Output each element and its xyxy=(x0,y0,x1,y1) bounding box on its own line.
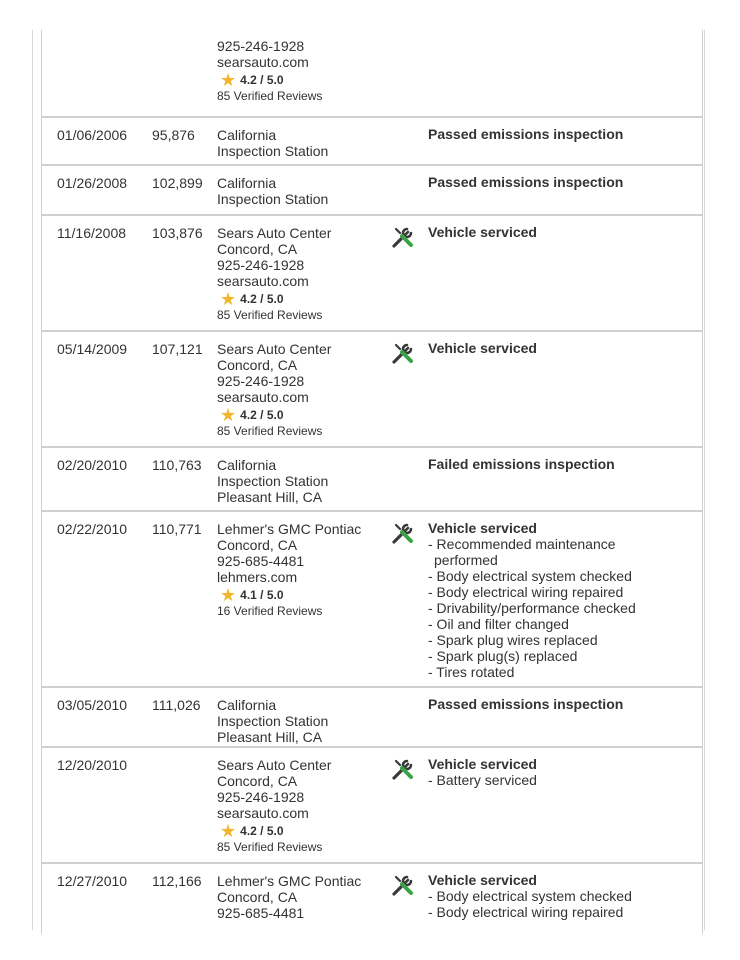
vehicle-history-table xyxy=(41,30,703,934)
source-line: 925-685-4481 xyxy=(217,905,305,921)
source-line: Concord, CA xyxy=(217,241,298,257)
wrench-screwdriver-icon xyxy=(390,340,416,366)
detail-cell xyxy=(428,696,698,712)
star-icon: ★ xyxy=(220,585,237,605)
detail-cell xyxy=(428,872,698,920)
source-cell xyxy=(217,175,392,207)
date-cell: 02/20/2010 xyxy=(57,457,128,473)
detail-cell xyxy=(428,340,698,356)
source-line: searsauto.com xyxy=(217,805,309,821)
detail-cell xyxy=(428,174,698,190)
star-icon: ★ xyxy=(220,821,237,841)
table-row xyxy=(42,864,702,934)
service-item: performed xyxy=(434,552,498,568)
source-line: Inspection Station xyxy=(217,143,329,159)
service-item: - Spark plug wires replaced xyxy=(428,632,598,648)
event-title: Vehicle serviced xyxy=(428,520,537,536)
wrench-screwdriver-icon xyxy=(390,872,416,898)
page-margin-line-left xyxy=(32,30,33,930)
source-cell xyxy=(217,873,392,921)
date-cell: 02/22/2010 xyxy=(57,521,128,537)
date-cell: 11/16/2008 xyxy=(57,225,127,241)
source-line: Inspection Station xyxy=(217,473,329,489)
date-cell: 05/14/2009 xyxy=(57,341,128,357)
rating-value: 4.2 / 5.0 xyxy=(240,292,284,306)
service-item: - Drivability/performance checked xyxy=(428,600,636,616)
event-title: Passed emissions inspection xyxy=(428,696,624,712)
table-row xyxy=(42,748,702,864)
source-cell xyxy=(217,38,392,104)
source-cell xyxy=(217,521,392,619)
source-line: Concord, CA xyxy=(217,537,298,553)
source-line: Pleasant Hill, CA xyxy=(217,729,323,745)
detail-cell xyxy=(428,756,698,788)
source-line: Lehmer's GMC Pontiac xyxy=(217,521,362,537)
date-cell: 01/26/2008 xyxy=(57,175,128,191)
source-line: 925-246-1928 xyxy=(217,373,305,389)
table-row xyxy=(42,512,702,688)
star-icon: ★ xyxy=(220,70,237,90)
table-row xyxy=(42,332,702,448)
source-line: searsauto.com xyxy=(217,273,309,289)
table-row xyxy=(42,216,702,332)
source-line: lehmers.com xyxy=(217,569,298,585)
page-margin-line-right xyxy=(704,30,705,930)
wrench-screwdriver-icon xyxy=(390,756,416,782)
event-title: Vehicle serviced xyxy=(428,756,537,772)
source-line: 925-246-1928 xyxy=(217,38,305,54)
rating-value: 4.2 / 5.0 xyxy=(240,824,284,838)
table-row xyxy=(42,688,702,748)
verified-reviews-link[interactable]: 85 Verified Reviews xyxy=(217,424,323,438)
event-title: Passed emissions inspection xyxy=(428,126,624,142)
service-item: - Body electrical system checked xyxy=(428,888,632,904)
mileage-cell: 102,899 xyxy=(152,175,203,191)
rating-value: 4.2 / 5.0 xyxy=(240,73,284,87)
source-line: 925-246-1928 xyxy=(217,257,305,273)
event-title: Vehicle serviced xyxy=(428,224,537,240)
star-icon: ★ xyxy=(220,405,237,425)
service-item: - Body electrical wiring repaired xyxy=(428,584,624,600)
source-line: Inspection Station xyxy=(217,191,329,207)
source-line: California xyxy=(217,127,277,143)
source-line: Sears Auto Center xyxy=(217,757,332,773)
rating xyxy=(220,823,392,839)
detail-cell xyxy=(428,126,698,142)
mileage-cell: 95,876 xyxy=(152,127,195,143)
source-line: Sears Auto Center xyxy=(217,225,332,241)
rating xyxy=(220,587,392,603)
service-item: - Body electrical wiring repaired xyxy=(428,904,624,920)
verified-reviews-link[interactable]: 85 Verified Reviews xyxy=(217,840,323,854)
source-cell xyxy=(217,225,392,323)
detail-cell xyxy=(428,456,698,472)
source-cell xyxy=(217,127,392,159)
source-line: Inspection Station xyxy=(217,713,329,729)
service-item: - Body electrical system checked xyxy=(428,568,632,584)
source-line: searsauto.com xyxy=(217,389,309,405)
service-item: - Oil and filter changed xyxy=(428,616,569,632)
source-line: Pleasant Hill, CA xyxy=(217,489,323,505)
service-item: - Battery serviced xyxy=(428,772,537,788)
service-item: - Spark plug(s) replaced xyxy=(428,648,578,664)
detail-cell xyxy=(428,224,698,240)
rating-value: 4.2 / 5.0 xyxy=(240,408,284,422)
date-cell: 12/27/2010 xyxy=(57,873,128,889)
star-icon: ★ xyxy=(220,289,237,309)
wrench-screwdriver-icon xyxy=(390,520,416,546)
source-line: Sears Auto Center xyxy=(217,341,332,357)
source-line: Lehmer's GMC Pontiac xyxy=(217,873,362,889)
source-line: Concord, CA xyxy=(217,773,298,789)
mileage-cell: 107,121 xyxy=(152,341,203,357)
table-row xyxy=(42,166,702,216)
mileage-cell: 111,026 xyxy=(152,697,201,713)
verified-reviews-link[interactable]: 16 Verified Reviews xyxy=(217,604,323,618)
source-line: California xyxy=(217,175,277,191)
date-cell: 01/06/2006 xyxy=(57,127,128,143)
event-title: Vehicle serviced xyxy=(428,872,537,888)
source-cell xyxy=(217,341,392,439)
event-title: Vehicle serviced xyxy=(428,340,537,356)
mileage-cell: 110,771 xyxy=(152,521,202,537)
detail-cell xyxy=(428,520,698,680)
verified-reviews-link[interactable]: 85 Verified Reviews xyxy=(217,89,323,103)
rating xyxy=(220,407,392,423)
source-line: Concord, CA xyxy=(217,889,298,905)
mileage-cell: 103,876 xyxy=(152,225,203,241)
source-cell xyxy=(217,757,392,855)
rating-value: 4.1 / 5.0 xyxy=(240,588,284,602)
rating xyxy=(220,72,392,88)
date-cell: 03/05/2010 xyxy=(57,697,128,713)
table-row xyxy=(42,118,702,166)
source-line: searsauto.com xyxy=(217,54,309,70)
event-title: Failed emissions inspection xyxy=(428,456,615,472)
table-row xyxy=(42,30,702,118)
verified-reviews-link[interactable]: 85 Verified Reviews xyxy=(217,308,323,322)
table-row xyxy=(42,448,702,512)
source-cell xyxy=(217,697,392,745)
source-line: Concord, CA xyxy=(217,357,298,373)
source-line: California xyxy=(217,697,277,713)
rating xyxy=(220,291,392,307)
source-cell xyxy=(217,457,392,505)
event-title: Passed emissions inspection xyxy=(428,174,624,190)
source-line: 925-246-1928 xyxy=(217,789,305,805)
mileage-cell: 110,763 xyxy=(152,457,202,473)
date-cell: 12/20/2010 xyxy=(57,757,128,773)
wrench-screwdriver-icon xyxy=(390,224,416,250)
mileage-cell: 112,166 xyxy=(152,873,202,889)
service-item: - Recommended maintenance xyxy=(428,536,616,552)
service-item: - Tires rotated xyxy=(428,664,515,680)
source-line: California xyxy=(217,457,277,473)
source-line: 925-685-4481 xyxy=(217,553,305,569)
